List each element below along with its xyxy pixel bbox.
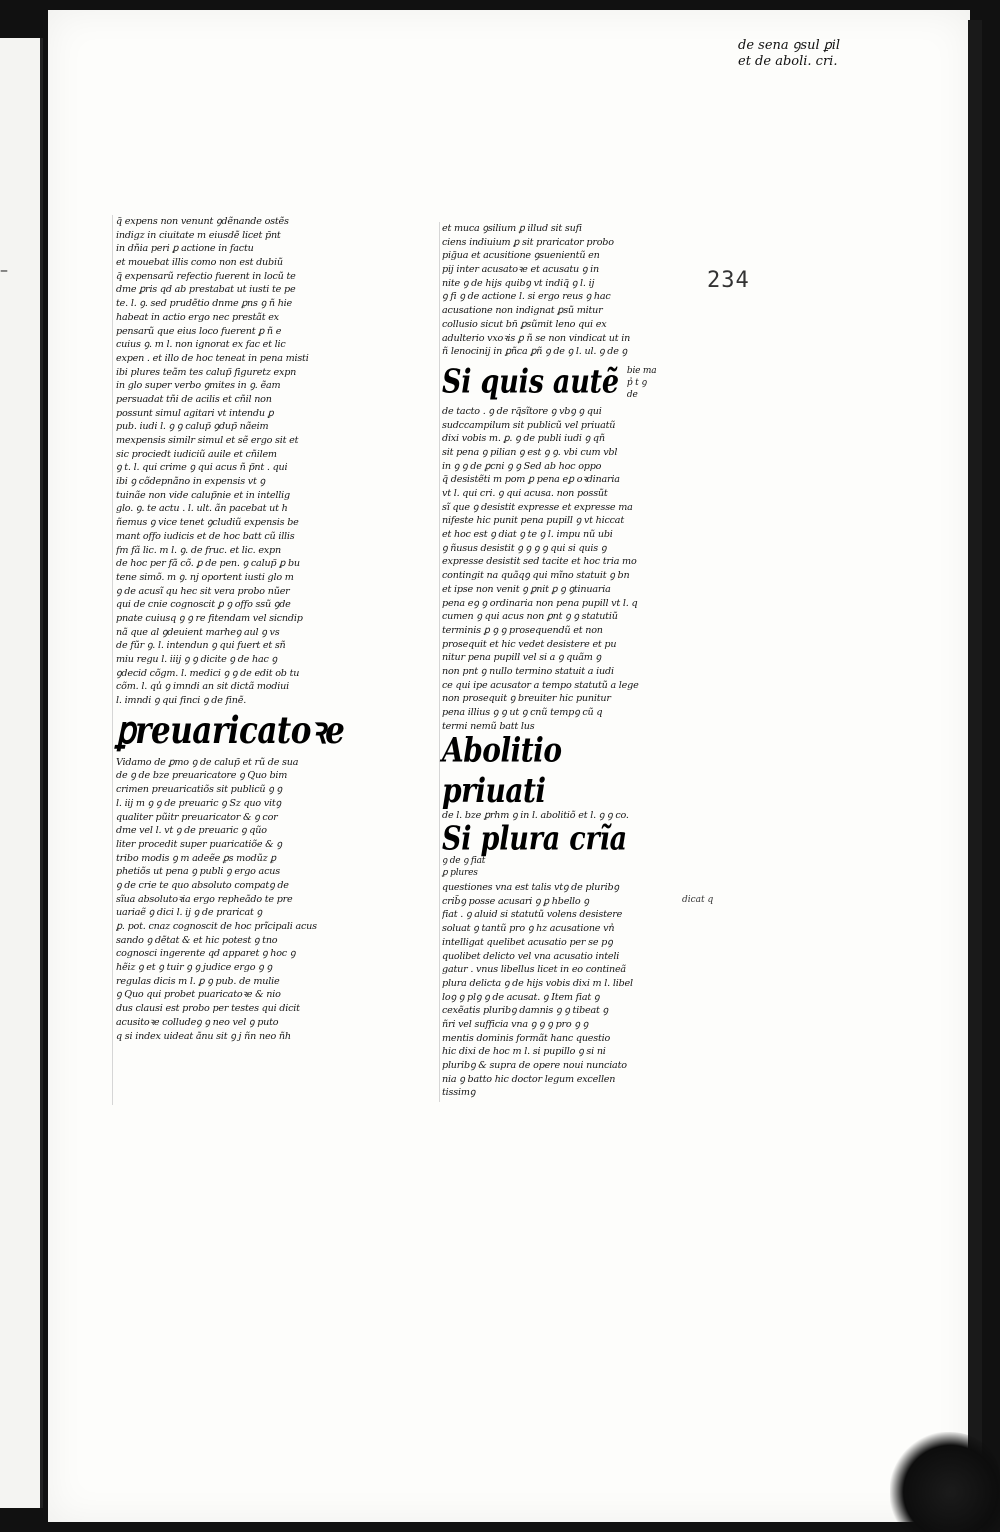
- text-line: tene simõ. m ꝯ. nj oportent iusti glo m: [116, 571, 294, 583]
- text-line: ꝯ Quo qui probet puaricatoꝛe & nio: [116, 989, 281, 1001]
- text-line: ꝯ fi ꝯ de actione l. si ergo reus ꝯ hac: [442, 291, 611, 303]
- right-column-text-after-first-rubric: [442, 405, 672, 734]
- text-line: sĩua absolutoꝛia ergo repheãdo te pre: [116, 893, 293, 905]
- text-line: et mouebat illis como non est dubiũ: [116, 257, 283, 269]
- text-line: et hoc est ꝯ diat ꝯ te ꝯ l. impu nũ ubi: [442, 529, 613, 541]
- rubric-si-plura-crimina-tail: ꝯ de ꝯ fiat ꝑ plures: [442, 856, 486, 879]
- text-line: sĩ que ꝯ desistit expresse et expresse ma: [442, 501, 633, 513]
- text-line: mexpensis similr simul et sẽ ergo sit et: [116, 435, 299, 446]
- text-line: de tacto . ꝯ de rq̃sĩtore ꝯ vbꝯ ꝯ qui: [442, 405, 602, 417]
- text-line: et ipse non venit ꝯ ꝑnit ꝑ ꝯ ꝯtinuaria: [442, 583, 611, 595]
- text-line: sando ꝯ dẽtat & et hic potest ꝯ tno: [116, 934, 278, 946]
- text-line: loꝯ ꝯ plꝯ ꝯ de acusat. ꝯ Item fiat ꝯ: [442, 991, 600, 1003]
- facing-page-mark: –: [0, 260, 8, 279]
- text-line: te. l. ꝯ. sed prudẽtio dnme ꝑns ꝯ ñ hie: [116, 298, 293, 310]
- text-line: vt l. qui cri. ꝯ qui acusa. non possũt: [442, 488, 608, 499]
- text-line: in ꝯ ꝯ de ꝑcni ꝯ ꝯ Sed ab hoc oppo: [442, 460, 602, 472]
- text-line: q̃ expens non venunt ꝯdẽnande ostẽs: [116, 216, 289, 227]
- text-line: non prosequit ꝯ breuiter hic punitur: [442, 693, 611, 705]
- text-line: ce qui ipe acusator a tempo statutũ a lege: [442, 679, 639, 691]
- text-line: nifeste hic punit pena pupill ꝯ vt hiccat: [442, 515, 624, 527]
- text-line: dme vel l. vt ꝯ de preuaric ꝯ qũo: [116, 825, 267, 837]
- left-column-text-after-rubric: [116, 756, 331, 1043]
- text-line: pensarũ que eius loco fuerent ꝑ ñ e: [116, 325, 282, 337]
- text-line: cexẽatis pluribꝯ damnis ꝯ ꝯ tibeat ꝯ: [442, 1005, 608, 1017]
- text-line: l. imndi ꝯ qui finci ꝯ de finẽ.: [116, 695, 247, 707]
- text-line: collusio sicut bn̄ ꝑsũmit leno qui ex: [442, 318, 607, 330]
- text-line: possunt simul agitari vt intendu ꝑ: [116, 407, 274, 419]
- text-line: hic dixi de hoc m l. si pupillo ꝯ si ni: [442, 1046, 606, 1058]
- text-line: phetiõs ut pena ꝯ publi ꝯ ergo acus: [116, 866, 280, 878]
- text-line: sit pena ꝯ pilian ꝯ est ꝯ ꝯ. vbi cum vbl: [442, 446, 618, 458]
- text-line: ꝯ de acusĩ qu hec sit vera probo nũer: [116, 585, 290, 597]
- text-line: nite ꝯ de hijs quibꝯ vt indiq̃ ꝯ l. ij: [442, 277, 595, 289]
- text-line: gatur . vnus libellus licet in eo contineã: [442, 964, 626, 976]
- text-line: dus clausi est probo per testes qui dicit: [116, 1003, 300, 1015]
- text-line: contingit na quãqꝯ qui mĩno statuit ꝯ bn: [442, 570, 630, 582]
- text-line: ñri vel sufficia vna ꝯ ꝯ ꝯ pro ꝯ ꝯ: [442, 1018, 589, 1030]
- text-line: regulas dicis m l. ꝑ ꝯ pub. de mulie: [116, 975, 280, 987]
- text-line: pnate cuiusq ꝯ ꝯ re fitendam vel sicndip: [116, 612, 303, 624]
- text-line: tuinãe non vide calup̃nie et in intellig: [116, 489, 290, 501]
- rubric-si-quis-autem-tail: bie ma p̾ t ꝯ de: [626, 365, 657, 400]
- text-line: ciens indiuium ꝑ sit praricator probo: [442, 236, 614, 248]
- text-line: dixi vobis m. ꝑ. ꝯ de publi iudi ꝯ qñ: [442, 433, 605, 445]
- text-line: acusitoꝛe colludeꝯ ꝯ neo vel ꝯ puto: [116, 1016, 279, 1028]
- right-column-text-before-rubric: [442, 222, 672, 359]
- text-line: q si index uideat ãnu sit ꝯ j ñn neo ñh: [116, 1030, 291, 1042]
- text-line: uariaẽ ꝯ dici l. ij ꝯ de praricat ꝯ: [116, 907, 262, 919]
- text-line: tissimꝯ: [442, 1087, 476, 1099]
- text-line: ꝯ de crie te quo absoluto compatꝯ de: [116, 879, 289, 891]
- text-line: termi nemũ batt lus: [442, 720, 535, 732]
- text-line: Vidamo de ꝑmo ꝯ de calup̃ et rũ de sua: [116, 756, 299, 768]
- text-line: indigz in ciuitate m eiusdẽ licet p̄nt: [116, 229, 281, 241]
- page-right-edge: [968, 20, 982, 1532]
- running-head: de sena ꝯsul ꝑil et de aboli. cri.: [738, 38, 841, 69]
- left-column-text-before-rubric: [116, 215, 331, 708]
- text-line: nia ꝯ batto hic doctor legum excellen: [442, 1073, 616, 1085]
- text-line: cognosci ingerente qd apparet ꝯ hoc ꝯ: [116, 948, 296, 960]
- text-line: expresse desistit sed tacite et hoc tria mo: [442, 556, 637, 568]
- text-line: ibi plures teãm tes calup̃ figuretz expn: [116, 366, 297, 378]
- text-line: non pnt ꝯ nullo termino statuit a iudi: [442, 665, 614, 677]
- text-line: persuadat tñi de acilis et cñil non: [116, 393, 272, 405]
- text-line: acusatione non indignat ꝑsũ mitur: [442, 305, 603, 317]
- text-line: cuius ꝯ. m l. non ignorat ex fac et lic: [116, 339, 286, 351]
- rubric-praevaricatore: ꝑreuaricatoꝛe: [116, 709, 345, 753]
- text-line: quolibet delicto vel vna acusatio inteli: [442, 950, 620, 962]
- text-line: nã que al ꝯdeuient marheꝯ aul ꝯ vs: [116, 626, 280, 638]
- text-line: fm fã lic. m l. ꝯ. de fruc. et lic. expn: [116, 544, 281, 556]
- right-column-ruling: [439, 222, 440, 1102]
- text-line: expen . et illo de hoc teneat in pena misti: [116, 352, 309, 364]
- text-line: tribo modis ꝯ m adeẽe ꝑs modũz ꝑ: [116, 852, 276, 864]
- text-line: mant offo iudicis et de hoc batt cũ illis: [116, 530, 295, 542]
- text-line: ibi ꝯ cõdepnãno in expensis vt ꝯ: [116, 476, 265, 488]
- text-line: cõm. l. qu̾ ꝯ imndi an sit dictã modiui: [116, 681, 289, 693]
- text-line: in glo super verbo ꝯmites in ꝯ. ẽam: [116, 380, 281, 392]
- text-line: liter procedit super puaricatiõe & ꝯ: [116, 838, 282, 850]
- text-line: q̃ desistẽti m pom ꝑ pena eꝑ oꝛdinaria: [442, 474, 620, 486]
- margin-note: dicat q: [682, 895, 714, 905]
- text-line: dme ꝑris qd ab prestabat ut iusti te pe: [116, 284, 296, 296]
- text-line: glo. ꝯ. te actu . l. ult. ãn pacebat ut h: [116, 503, 288, 515]
- text-line: questiones vna est talis vtꝯ de pluribꝯ: [442, 882, 619, 894]
- text-line: pena eꝯ ꝯ ordinaria non pena pupill vt l. q: [442, 597, 638, 609]
- text-line: prosequit et hic vedet desistere et pu: [442, 638, 617, 650]
- text-line: de fũr ꝯ. l. intendun ꝯ qui fuert et sñ: [116, 640, 286, 652]
- text-line: q̃ expensarũ refectio fuerent in locũ te: [116, 270, 296, 282]
- holder-thumb: [890, 1432, 1000, 1532]
- text-line: miu regu l. iiij ꝯ ꝯ dicite ꝯ de hac ꝯ: [116, 654, 277, 665]
- text-line: et muca ꝯsilium ꝑ illud sit sufi: [442, 223, 582, 234]
- text-line: hẽiz ꝯ et ꝯ tuir ꝯ ꝯ judice ergo ꝯ ꝯ: [116, 962, 272, 974]
- text-line: pig̃ua et acusitione ꝯsuenientũ en: [442, 250, 600, 262]
- facing-page-edge: [0, 38, 43, 1508]
- text-line: l. iij m ꝯ ꝯ de preuaric ꝯ Sz quo vitꝯ: [116, 797, 281, 809]
- text-line: crimen preuaricatiõs sit publicũ ꝯ ꝯ: [116, 784, 282, 796]
- rubric-si-plura-crimina: Si plura crĩa: [442, 820, 627, 859]
- text-line: sic prociedt iudiciũ auile et cñilem: [116, 448, 277, 460]
- text-line: intelligat quelibet acusatio per se pꝯ: [442, 936, 613, 948]
- text-line: pij inter acusatoꝛe et acusatu ꝯ in: [442, 264, 599, 276]
- rubric-si-quis-autem: Si quis autẽ: [442, 363, 619, 401]
- text-line: pena illius ꝯ ꝯ ut ꝯ cnũ tempꝯ cũ q: [442, 707, 603, 718]
- text-line: ñemus ꝯ vice tenet ꝯcludiũ expensis be: [116, 517, 299, 529]
- text-line: plura delicta ꝯ de hijs vobis dixi m l. libel: [442, 977, 633, 989]
- left-column-ruling: [112, 215, 113, 1105]
- text-line: de ꝯ de bze preuaricatore ꝯ Quo bim: [116, 770, 288, 782]
- text-line: ꝯ t. l. qui crime ꝯ qui acus ñ p̃nt . qui: [116, 462, 288, 474]
- text-line: habeat in actio ergo nec prestãt ex: [116, 311, 279, 323]
- rubric-abolitio-privati: Abolitio priuati: [442, 730, 562, 811]
- text-line: terminis ꝑ ꝯ ꝯ prosequendũ et non: [442, 624, 603, 636]
- rubric-si-quis-autem-block: [442, 365, 672, 401]
- text-line: qualiter pũitr preuaricator & ꝯ cor: [116, 811, 278, 823]
- text-line: qui de cnie cognoscit ꝑ ꝯ offo ssũ ꝯde: [116, 599, 291, 611]
- text-line: fiat . ꝯ aluid si statutũ volens desistere: [442, 909, 623, 921]
- text-line: nitur pena pupill vel si a ꝯ quãm ꝯ: [442, 652, 601, 664]
- left-text-column: [116, 215, 345, 1043]
- text-line: pub. iudi l. ꝯ ꝯ calup̃ ꝯdup̃ nãeim: [116, 421, 269, 433]
- right-text-column: [442, 222, 672, 1100]
- text-line: crib̃ꝯ posse acusari ꝯ ꝑ hbello ꝯ: [442, 895, 589, 907]
- text-line: mentis dominis formãt hanc questio: [442, 1032, 611, 1044]
- text-line: cumen ꝯ qui acus non ꝑnt ꝯ ꝯ statutiũ: [442, 611, 618, 623]
- right-column-text-after-last-rubric: [442, 881, 672, 1100]
- text-line: pluribꝯ & supra de opere noui nunciato: [442, 1060, 627, 1071]
- rubric-si-plura-crimina-block: [442, 820, 672, 879]
- abolitio-reference-line: de l. bze ꝑrhm ꝯ in l. abolitiõ et l. ꝯ ꝯ co.: [442, 810, 629, 822]
- text-line: ñ lenocinij in ꝑñca ꝑñ ꝯ de ꝯ l. ul. ꝯ de ꝯ: [442, 346, 627, 358]
- text-line: ꝑ. pot. cnaz cognoscit de hoc prĩcipali acus: [116, 921, 317, 932]
- text-line: adulterio vxoꝛis ꝑ ñ se non vindicat ut in: [442, 332, 631, 344]
- text-line: in dñia peri ꝑ actione in factu: [116, 243, 254, 255]
- text-line: de hoc per fã cõ. ꝑ de pen. ꝯ calup̃ ꝑ bu: [116, 558, 300, 570]
- text-line: ꝯ ñusus desistit ꝯ ꝯ ꝯ ꝯ qui si quis ꝯ: [442, 542, 607, 554]
- text-line: sudccampilum sit publicũ vel priuatũ: [442, 419, 616, 431]
- text-line: ꝯdecid cõgm. l. medici ꝯ ꝯ de edit ob tu: [116, 667, 300, 679]
- folio-number: 234: [707, 268, 750, 293]
- text-line: soluat ꝯ tantũ pro ꝯ hz acusatione vn̾: [442, 923, 615, 935]
